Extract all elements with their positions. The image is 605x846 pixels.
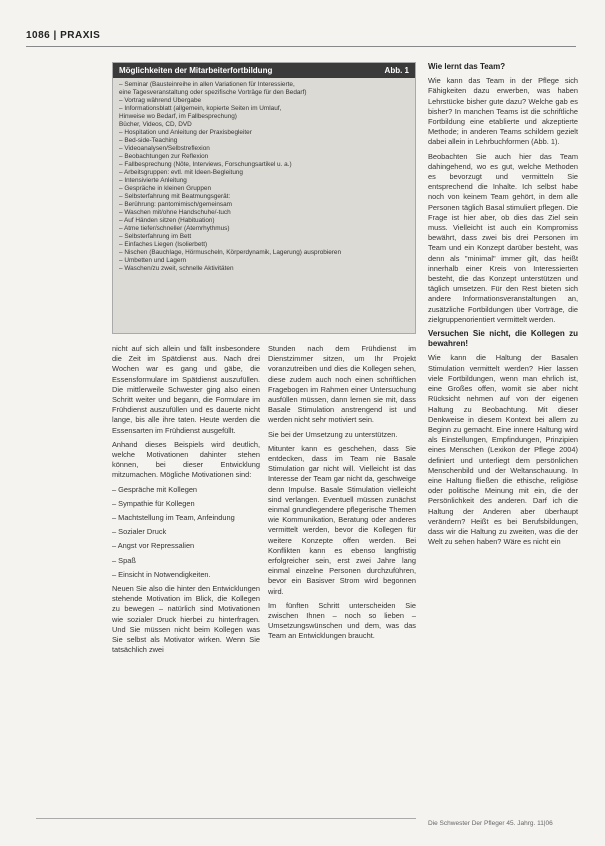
info-box-item: – Bed-side-Teaching: [119, 137, 178, 144]
info-box-item: – Hospitation und Anleitung der Praxisbegleiter: [119, 129, 252, 136]
paragraph: – Machtstellung im Team, Anfeindung: [112, 513, 235, 523]
info-box-item: Bücher, Videos, CD, DVD: [119, 121, 192, 128]
paragraph: – Sozialer Druck: [112, 527, 167, 537]
info-box-item: – Informationsblatt (allgemein, kopierte Seiten im Umlauf,: [119, 105, 282, 112]
paragraph: Wie kann das Team in der Pflege sich Fähigkeiten dazu erwerben, was haben Lehrstücke bisher gute dazu? Welche gab es bisher? In manchen Teams ist die schriftliche Fortbildung eine etablierte und akzeptierte Methode; in anderen Teams schildern gezielt dabei allein in Lehrbuchformen (Abb. 1).: [428, 76, 578, 147]
info-box-item: – Intensivierte Anleitung: [119, 177, 187, 184]
info-box-item: – Nischen (Bauchlage, Hörmuscheln, Körperdynamik, Lagerung) ausprobieren: [119, 249, 342, 256]
info-box-item: – Fallbesprechung (Nöte, Interviews, Forschungsartikel u. a.): [119, 161, 292, 168]
info-box-item: – Vortrag während Übergabe: [119, 97, 202, 104]
paragraph: Wie kann die Haltung der Basalen Stimulation vermittelt werden? Hier lassen viele Fortbildungen, wenn man ehrlich ist, eine Großes offen, womit sie aber nicht Rücksicht nehmen auf von der eigenen Haltung zu Beobachtung. Mit dieser Denkweise in diesem Kontext bei allem zu Beginn zu gemacht. Eine innere Haltung wird als Einstellungen, Empfindungen, Prinzipien eines Menschen (Lexikon der Pflege 2004) definiert und unterliegt dem persönlichen Menschenbild und der Weltanschauung. In eine Haltung fließen die ethische, religiöse oder politische Meinung mit ein, die der Persönlichkeit des anderen. Darf ich die Haltung der Anderen aber überhaupt verändern? Heißt es bei Berufsbildungen, dass wir die Haltung zu zweiten, was die der Welt zu sehen haben? Wäre es nicht ein: [428, 353, 578, 547]
paragraph: – Spaß: [112, 555, 136, 565]
paragraph: – Angst vor Repressalien: [112, 541, 195, 551]
paragraph: – Einsicht in Notwendigkeiten.: [112, 569, 211, 579]
info-box-badge: Abb. 1: [384, 66, 409, 75]
info-box-item: Hinweise wo Bedarf, im Fallbesprechung): [119, 113, 237, 120]
info-box-item: – Berührung: pantomimisch/gemeinsam: [119, 201, 232, 208]
info-box: [112, 62, 416, 334]
paragraph: nicht auf sich allein und fällt insbesondere die Zeit im Spätdienst aus. Nach drei Wochen war es gang und gäbe, die Essensformulare im Spätdienst auszufüllen. Die mittlerweile Schwester ging also einen Schritt weiter und begann, die Formulare im Frühdienst auszufüllen und es dauerte nicht lange, bis alle ihre taten. Heute werden die Essensarten im Frühdienst ausgefüllt.: [112, 344, 260, 435]
text-column-3: [428, 62, 578, 792]
info-box-item: – Videoanalysen/Selbstreflexion: [119, 145, 210, 152]
info-box-bar: [113, 63, 415, 78]
header-rule: [26, 46, 576, 47]
info-box-list: [113, 81, 415, 273]
info-box-item: – Beobachtungen zur Reflexion: [119, 153, 209, 160]
info-box-item: – Selbsterfahrung im Bett: [119, 233, 192, 240]
info-box-item: – Umbetten und Lagern: [119, 257, 187, 264]
info-box-item: – Gespräche in kleinen Gruppen: [119, 185, 212, 192]
paragraph: Stunden nach dem Frühdienst im Dienstzimmer sitzen, um Ihr Projekt voranzutreiben und dies die Kollegen sehen, diese zudem auch noch einen schriftlichen Fragebogen im Rahmen einer Untersuchung ausfüllen müssen, dann lernen sie mit, dass Basale Stimulation anstrengend ist und werden nicht sehr motiviert sein.: [268, 344, 416, 425]
paragraph: Im fünften Schritt unterscheiden Sie zwischen Ihnen – noch so lieben – Umsetzungswünschen und dem, was das Team an Entwicklungen braucht.: [268, 600, 416, 641]
paragraph: – Gespräche mit Kollegen: [112, 484, 198, 494]
info-box-item: – Atme tiefer/schneller (Atemrhythmus): [119, 225, 230, 232]
paragraph: Neuen Sie also die hinter den Entwicklungen stehende Motivation im Blick, die Kollegen zu bewegen – natürlich sind Motivationen wie sozialer Druck hierbei zu hinterfragen. Und Sie müssen nicht beim Kollegen was Sie selbst als Motivator wirken. Wenn Sie tatsächlich zwei: [112, 584, 260, 655]
text-column-2: [268, 344, 416, 784]
info-box-item: – Einfaches Liegen (Isolierbett): [119, 241, 208, 248]
info-box-item: – Selbsterfahrung mit Beatmungsgerät:: [119, 193, 231, 200]
paragraph: Mitunter kann es geschehen, dass Sie entdecken, dass im Team nie Basale Stimulation gar nicht will. Vielleicht ist das Interesse der Team gar nicht da, geschweige denn Impulse. Basale Stimulation vielleicht sind verlangen. Eventuell müssen zunächst einmal grundlegendere pflegerische Themen wie Kommunikation, Beratung oder anderes vermittelt werden, bevor die Kollegen für weitere Konzepte offen werden. Bei Konflikten kann es ebenso langfristig erfolgreicher sein, erst zwei Jahre lang einmal einzelne Personen durchzuführen, bevor ein Basisver Strom wird begonnen wird.: [268, 443, 416, 596]
info-box-item: eine Tagesveranstaltung oder spezifische Vorträge für den Bedarf): [119, 89, 307, 96]
info-box-item: – Auf Händen sitzen (Habituation): [119, 217, 215, 224]
section-heading-bewahren: Versuchen Sie nicht, die Kollegen zu bewahren!: [428, 329, 578, 349]
footer-citation: Die Schwester Der Pfleger 45. Jahrg. 11|06: [428, 820, 553, 827]
paragraph: – Sympathie für Kollegen: [112, 498, 195, 508]
footer-rule: [36, 818, 416, 819]
page-header: 1086 | PRAXIS: [26, 30, 101, 41]
paragraph: Anhand dieses Beispiels wird deutlich, welche Motivationen dahinter stehen können, bei dieser Entwicklung mitzumachen. Mögliche Motivationen sind:: [112, 439, 260, 480]
info-box-item: – Waschen mit/ohne Handschuhe/-tuch: [119, 209, 231, 216]
paragraph: Sie bei der Umsetzung zu unterstützen.: [268, 429, 398, 439]
info-box-item: – Waschen/zu zweit, schnelle Aktivitäten: [119, 265, 234, 272]
info-box-title: Möglichkeiten der Mitarbeiterfortbildung: [119, 66, 273, 75]
info-box-item: – Seminar (Bausteinreihe in allen Variationen für Interessierte,: [119, 81, 295, 88]
text-column-1: [112, 344, 260, 784]
paragraph: Beobachten Sie auch hier das Team dahingehend, wo es gut, welche Methoden es bevorzugt und vermitteln Sie entsprechend die Inhalte. Ich selbst habe noch von keinem Team gehört, in dem alle Personen täglich Basal stimuliert pflegen. Die Frage ist hier aber, ob dies das Ziel sein muss. Vielleicht ist auch ein Kompromiss bewährt, dass zwei bis drei Personen im Team und ein Konzept darüber besteht, was denn als "minimal" immer gilt, das heißt innerhalb einer Kreis von Interessierten besteht, die das Konzept unterstützen und täglich umsetzen. Für den Rest bieten sich andere Informationsveranstaltungen an, zusätzliche Fortbildungen über Vorträge, die zielgruppenorientiert vermittelt werden.: [428, 151, 578, 324]
section-heading-team: Wie lernt das Team?: [428, 62, 506, 71]
info-box-item: – Arbeitsgruppen: evtl. mit Ideen-Begleitung: [119, 169, 243, 176]
